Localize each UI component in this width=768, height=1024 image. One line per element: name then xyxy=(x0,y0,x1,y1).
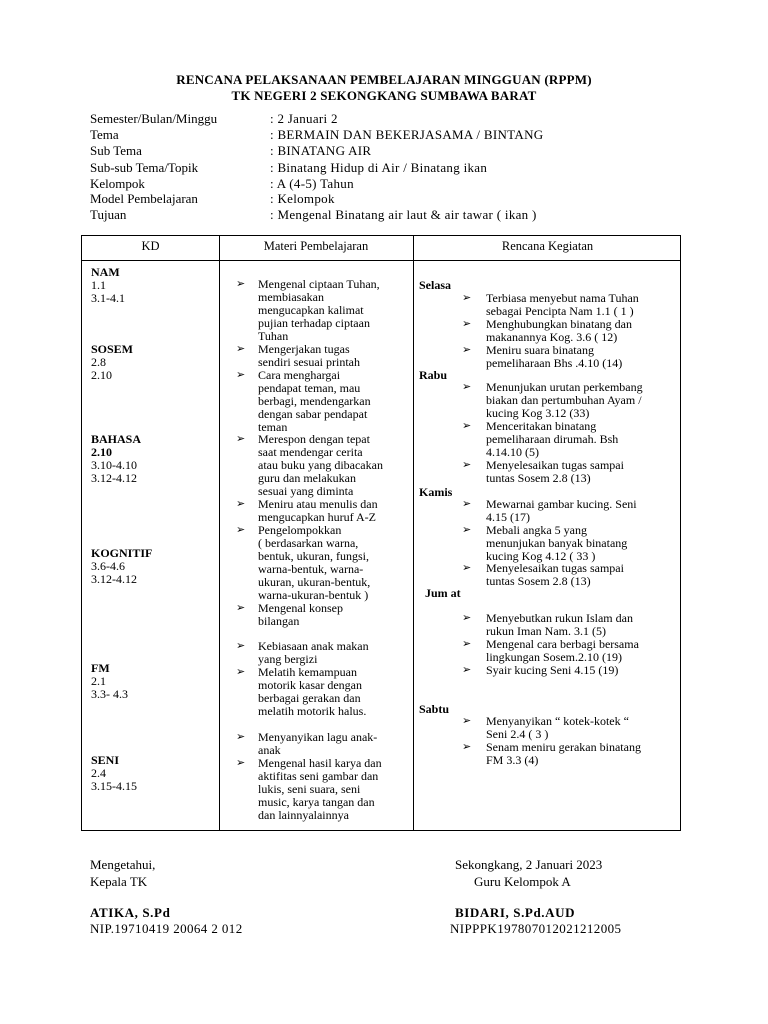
signature-left-role: Kepala TK xyxy=(90,874,148,889)
kegiatan-item xyxy=(462,344,682,370)
kd-item: 3.15-4.15 xyxy=(91,779,137,793)
info-value: : 2 Januari 2 xyxy=(270,111,338,126)
kegiatan-item xyxy=(462,638,682,664)
item-line: Menyanyikan lagu anak- xyxy=(258,730,378,744)
item-line: Pengelompokkan xyxy=(258,523,342,537)
materi-item xyxy=(236,343,404,369)
kegiatan-item xyxy=(462,664,682,677)
item-line: Tuhan xyxy=(258,329,289,343)
kegiatan-item xyxy=(462,292,682,318)
arrow-bullet-icon: ➢ xyxy=(462,524,472,536)
signature-left-nip: NIP.19710419 20064 2 012 xyxy=(90,921,243,936)
item-line: Mengenal hasil karya dan xyxy=(258,756,382,770)
item-line: Seni 2.4 ( 3 ) xyxy=(486,727,549,741)
kegiatan-item xyxy=(462,612,682,638)
item-line: pujian terhadap ciptaan xyxy=(258,316,370,330)
item-line: Menceritakan binatang xyxy=(486,419,597,433)
item-line: rukun Iman Nam. 3.1 (5) xyxy=(486,624,606,638)
item-line: kucing Kog 4.12 ( 33 ) xyxy=(486,549,596,563)
kegiatan-item xyxy=(462,318,682,344)
info-value: : A (4-5) Tahun xyxy=(270,176,354,191)
item-text xyxy=(258,498,408,524)
item-line: motorik kasar dengan xyxy=(258,678,362,692)
kegiatan-item xyxy=(462,498,682,524)
info-label: Sub Tema xyxy=(90,143,142,158)
arrow-bullet-icon: ➢ xyxy=(462,459,472,471)
item-line: Mebali angka 5 yang xyxy=(486,523,587,537)
item-line: warna-ukuran-bentuk ) xyxy=(258,588,369,602)
item-text xyxy=(258,757,408,822)
kd-item: SENI xyxy=(91,753,120,767)
item-line: Menyebutkan rukun Islam dan xyxy=(486,611,633,625)
item-text xyxy=(258,731,408,757)
item-text xyxy=(258,602,408,628)
item-text xyxy=(486,715,678,741)
item-line: Merespon dengan tepat xyxy=(258,432,370,446)
kd-item: 3.10-4.10 xyxy=(91,458,137,472)
arrow-bullet-icon: ➢ xyxy=(462,381,472,393)
arrow-bullet-icon: ➢ xyxy=(462,420,472,432)
item-line: melatih motorik halus. xyxy=(258,704,367,718)
signature-right-nip: NIPPPK197807012021212005 xyxy=(450,921,622,936)
item-line: atau buku yang dibacakan xyxy=(258,458,383,472)
info-label: Sub-sub Tema/Topik xyxy=(90,160,199,175)
arrow-bullet-icon: ➢ xyxy=(236,666,246,678)
kd-item: 1.1 xyxy=(91,278,106,292)
kd-item: FM xyxy=(91,661,110,675)
kegiatan-item xyxy=(462,524,682,563)
signature-acknowledged: Mengetahui, xyxy=(90,857,156,872)
item-line: pendapat teman, mau xyxy=(258,381,361,395)
item-line: Melatih kemampuan xyxy=(258,665,357,679)
info-value: : Mengenal Binatang air laut & air tawar ( ikan ) xyxy=(270,207,537,222)
item-text xyxy=(486,318,678,344)
kd-item: 2.1 xyxy=(91,674,106,688)
item-line: tuntas Sosem 2.8 (13) xyxy=(486,471,591,485)
item-line: Meniru suara binatang xyxy=(486,343,594,357)
item-line: makanannya Kog. 3.6 ( 12) xyxy=(486,330,618,344)
day-label: Jum at xyxy=(425,586,461,600)
materi-item xyxy=(236,602,404,628)
item-line: dengan sabar pendapat xyxy=(258,407,368,421)
item-line: Menyanyikan “ kotek-kotek “ xyxy=(486,714,629,728)
materi-item xyxy=(236,666,404,718)
info-value: : Binatang Hidup di Air / Binatang ikan xyxy=(270,160,488,175)
item-line: saat mendengar cerita xyxy=(258,445,363,459)
kegiatan-item xyxy=(462,562,682,588)
item-text xyxy=(486,664,678,677)
kd-item: 3.3- 4.3 xyxy=(91,687,128,701)
materi-item xyxy=(236,731,404,757)
item-text xyxy=(258,666,408,718)
item-line: FM 3.3 (4) xyxy=(486,753,539,767)
item-line: kucing Kog 3.12 (33) xyxy=(486,406,590,420)
kegiatan-item xyxy=(462,741,682,767)
item-line: yang bergizi xyxy=(258,652,318,666)
kd-item: 2.8 xyxy=(91,355,106,369)
item-text xyxy=(258,433,408,498)
info-value: : BERMAIN DAN BEKERJASAMA / BINTANG xyxy=(270,127,544,142)
item-line: biakan dan pertumbuhan Ayam / xyxy=(486,393,642,407)
item-line: lingkungan Sosem.2.10 (19) xyxy=(486,650,622,664)
info-label: Semester/Bulan/Minggu xyxy=(90,111,218,126)
day-label: Sabtu xyxy=(419,702,450,716)
kd-item: 2.10 xyxy=(91,445,112,459)
item-line: bilangan xyxy=(258,614,300,628)
arrow-bullet-icon: ➢ xyxy=(462,344,472,356)
arrow-bullet-icon: ➢ xyxy=(462,562,472,574)
info-value: : BINATANG AIR xyxy=(270,143,372,158)
arrow-bullet-icon: ➢ xyxy=(236,369,246,381)
item-line: Mengenal konsep xyxy=(258,601,343,615)
item-line: 4.15 (17) xyxy=(486,510,530,524)
item-line: Syair kucing Seni 4.15 (19) xyxy=(486,663,619,677)
item-text xyxy=(486,612,678,638)
item-line: pemeliharaan Bhs .4.10 (14) xyxy=(486,356,623,370)
item-line: warna-bentuk, warna- xyxy=(258,562,364,576)
signature-left-name: ATIKA, S.Pd xyxy=(90,905,171,920)
item-line: Mewarnai gambar kucing. Seni xyxy=(486,497,637,511)
materi-item xyxy=(236,524,404,602)
item-line: teman xyxy=(258,420,288,434)
item-line: 4.14.10 (5) xyxy=(486,445,539,459)
item-text xyxy=(258,343,408,369)
arrow-bullet-icon: ➢ xyxy=(236,433,246,445)
arrow-bullet-icon: ➢ xyxy=(236,524,246,536)
signature-right-name: BIDARI, S.Pd.AUD xyxy=(455,905,576,920)
item-text xyxy=(486,292,678,318)
materi-item xyxy=(236,369,404,434)
arrow-bullet-icon: ➢ xyxy=(462,715,472,727)
signature-right-role: Guru Kelompok A xyxy=(474,874,571,889)
arrow-bullet-icon: ➢ xyxy=(236,498,246,510)
header-materi: Materi Pembelajaran xyxy=(263,239,369,253)
item-line: music, karya tangan dan xyxy=(258,795,375,809)
day-label: Rabu xyxy=(419,368,448,382)
kd-item: 2.10 xyxy=(91,368,112,382)
item-text xyxy=(486,381,678,420)
signature-place-date: Sekongkang, 2 Januari 2023 xyxy=(455,857,603,872)
item-line: Mengenal cara berbagi bersama xyxy=(486,637,639,651)
kd-item: 3.12-4.12 xyxy=(91,572,137,586)
arrow-bullet-icon: ➢ xyxy=(462,612,472,624)
item-line: Senam meniru gerakan binatang xyxy=(486,740,641,754)
arrow-bullet-icon: ➢ xyxy=(236,602,246,614)
item-text xyxy=(486,638,678,664)
materi-item xyxy=(236,433,404,498)
kegiatan-item xyxy=(462,715,682,741)
item-line: Cara menghargai xyxy=(258,368,341,382)
item-line: mengucapkan huruf A-Z xyxy=(258,510,376,524)
item-text xyxy=(258,278,408,343)
kd-item: NAM xyxy=(91,265,120,279)
item-text xyxy=(486,562,678,588)
document-title: RENCANA PELAKSANAAN PEMBELAJARAN MINGGUAN (RPPM) xyxy=(176,72,592,87)
info-label: Tema xyxy=(90,127,119,142)
item-line: guru dan melakukan xyxy=(258,471,356,485)
item-line: Menyelesaikan tugas sampai xyxy=(486,458,624,472)
item-line: Mengerjakan tugas xyxy=(258,342,350,356)
column-divider xyxy=(219,236,220,830)
item-line: menunjukan banyak binatang xyxy=(486,536,628,550)
kd-item: BAHASA xyxy=(91,432,142,446)
item-line: dan lainnyalainnya xyxy=(258,808,349,822)
item-text xyxy=(258,640,408,666)
item-line: Menunjukan urutan perkembang xyxy=(486,380,643,394)
kd-item: 2.4 xyxy=(91,766,106,780)
item-text xyxy=(486,344,678,370)
arrow-bullet-icon: ➢ xyxy=(462,318,472,330)
item-line: aktifitas seni gambar dan xyxy=(258,769,379,783)
arrow-bullet-icon: ➢ xyxy=(236,278,246,290)
day-label: Selasa xyxy=(419,278,452,292)
kegiatan-item xyxy=(462,420,682,459)
kd-item: SOSEM xyxy=(91,342,134,356)
header-kd: KD xyxy=(141,239,160,253)
item-line: ukuran, ukuran-bentuk, xyxy=(258,575,371,589)
item-line: lukis, seni suara, seni xyxy=(258,782,361,796)
materi-item xyxy=(236,498,404,524)
item-line: Mengenal ciptaan Tuhan, xyxy=(258,277,380,291)
item-text xyxy=(486,524,678,563)
kd-item: 3.1-4.1 xyxy=(91,291,125,305)
item-text xyxy=(486,498,678,524)
day-label: Kamis xyxy=(419,485,453,499)
item-text xyxy=(486,741,678,767)
arrow-bullet-icon: ➢ xyxy=(462,498,472,510)
arrow-bullet-icon: ➢ xyxy=(462,741,472,753)
item-text xyxy=(258,369,408,434)
arrow-bullet-icon: ➢ xyxy=(236,757,246,769)
item-line: Menyelesaikan tugas sampai xyxy=(486,561,624,575)
header-kegiatan: Rencana Kegiatan xyxy=(501,239,594,253)
item-line: Kebiasaan anak makan xyxy=(258,639,369,653)
arrow-bullet-icon: ➢ xyxy=(236,731,246,743)
arrow-bullet-icon: ➢ xyxy=(462,664,472,676)
kd-item: KOGNITIF xyxy=(91,546,153,560)
column-divider xyxy=(413,236,414,830)
kd-item: 3.6-4.6 xyxy=(91,559,125,573)
info-label: Model Pembelajaran xyxy=(90,191,198,206)
item-line: ( berdasarkan warna, xyxy=(258,536,359,550)
item-text xyxy=(258,524,408,602)
item-line: sesuai yang diminta xyxy=(258,484,354,498)
info-value: : Kelompok xyxy=(270,191,335,206)
kegiatan-item xyxy=(462,459,682,485)
arrow-bullet-icon: ➢ xyxy=(462,292,472,304)
kegiatan-item xyxy=(462,381,682,420)
rppm-table xyxy=(81,235,681,831)
materi-item xyxy=(236,278,404,343)
item-line: sendiri sesuai printah xyxy=(258,355,360,369)
document-subtitle: TK NEGERI 2 SEKONGKANG SUMBAWA BARAT xyxy=(231,88,537,103)
item-line: bentuk, ukuran, fungsi, xyxy=(258,549,369,563)
arrow-bullet-icon: ➢ xyxy=(462,638,472,650)
arrow-bullet-icon: ➢ xyxy=(236,640,246,652)
arrow-bullet-icon: ➢ xyxy=(236,343,246,355)
materi-item xyxy=(236,757,404,822)
item-line: Terbiasa menyebut nama Tuhan xyxy=(486,291,639,305)
materi-item xyxy=(236,640,404,666)
item-line: tuntas Sosem 2.8 (13) xyxy=(486,574,591,588)
item-line: berbagai gerakan dan xyxy=(258,691,361,705)
header-divider xyxy=(82,260,680,261)
item-line: sebagai Pencipta Nam 1.1 ( 1 ) xyxy=(486,304,634,318)
item-line: membiasakan xyxy=(258,290,324,304)
info-label: Tujuan xyxy=(90,207,127,222)
item-text xyxy=(486,459,678,485)
item-line: pemeliharaan dirumah. Bsh xyxy=(486,432,619,446)
item-line: mengucapkan kalimat xyxy=(258,303,364,317)
item-line: anak xyxy=(258,743,281,757)
item-text xyxy=(486,420,678,459)
info-label: Kelompok xyxy=(90,176,145,191)
item-line: Menghubungkan binatang dan xyxy=(486,317,632,331)
item-line: Meniru atau menulis dan xyxy=(258,497,378,511)
kd-item: 3.12-4.12 xyxy=(91,471,137,485)
item-line: berbagi, mendengarkan xyxy=(258,394,371,408)
